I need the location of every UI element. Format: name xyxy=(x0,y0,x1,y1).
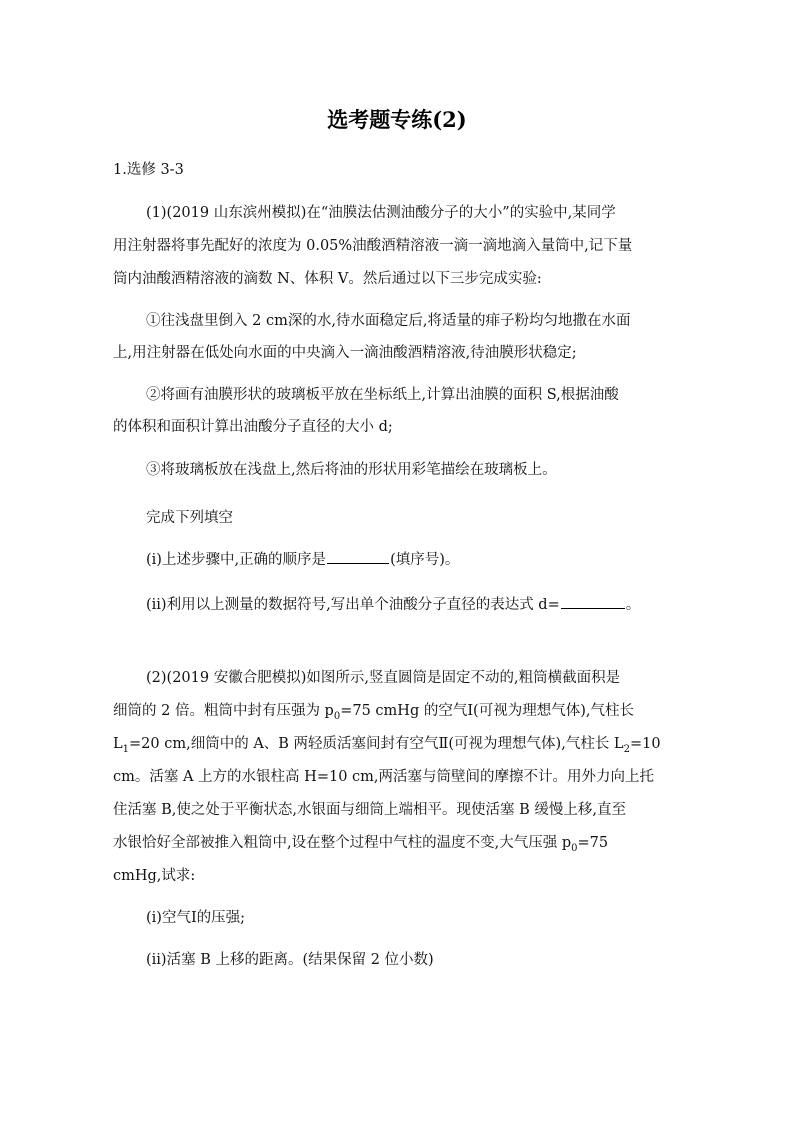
q2-line-4: cm。活塞 A 上方的水银柱高 H=10 cm,两活塞与筒壁间的摩擦不计。用外力向上托 xyxy=(113,769,655,785)
q1-step2-line-1: ②将画有油膜形状的玻璃板平放在坐标纸上,计算出油膜的面积 S,根据油酸 xyxy=(146,387,619,403)
q2-line-6 xyxy=(0,833,794,859)
q1-sub-ii-suffix: 。 xyxy=(625,597,641,613)
q2-line-3 xyxy=(0,734,794,760)
q2-line-5: 住活塞 B,使之处于平衡状态,水银面与细筒上端相平。现使活塞 B 缓慢上移,直至 xyxy=(113,802,626,818)
q2-line-6-text: 水银恰好全部被推入粗筒中,设在整个过程中气柱的温度不变,大气压强 p xyxy=(113,835,572,851)
section-heading: 1.选修 3-3 xyxy=(113,162,184,178)
q2-sub-ii: (ⅱ)活塞 B 上移的距离。(结果保留 2 位小数) xyxy=(146,952,434,968)
answer-blank-ii[interactable] xyxy=(561,594,625,609)
q2-line-2-text-end: =75 cmHg 的空气Ⅰ(可视为理想气体),气柱长 xyxy=(340,703,634,719)
q2-line-7: cmHg,试求: xyxy=(113,868,196,884)
q2-line-6-text-end: =75 xyxy=(577,835,609,851)
q1-line-1: (1)(2019 山东滨州模拟)在“油膜法估测油酸分子的大小”的实验中,某同学 xyxy=(146,205,616,221)
q2-line-2-text: 细筒的 2 倍。粗筒中封有压强为 p xyxy=(113,703,334,719)
q1-sub-ii-prompt: (ⅱ)利用以上测量的数据符号,写出单个油酸分子直径的表达式 d= xyxy=(146,597,560,613)
q2-line-3-text: L xyxy=(113,736,123,752)
q1-step2-line-2: 的体积和面积计算出油酸分子直径的大小 d; xyxy=(113,419,393,435)
q1-sub-i xyxy=(0,549,794,570)
q2-line-3-text-end: =10 xyxy=(629,736,661,752)
q2-line-3-text-mid: =20 cm,细筒中的 A、B 两轻质活塞间封有空气Ⅱ(可视为理想气体),气柱长 L xyxy=(129,736,624,752)
q1-sub-ii xyxy=(0,594,794,615)
page-title: 选考题专练(2) xyxy=(327,107,467,132)
q1-step3: ③将玻璃板放在浅盘上,然后将油的形状用彩笔描绘在玻璃板上。 xyxy=(146,462,557,478)
q1-line-2: 用注射器将事先配好的浓度为 0.05%油酸酒精溶液一滴一滴地滴入量筒中,记下量 xyxy=(113,238,633,254)
q1-fill-instruction: 完成下列填空 xyxy=(146,510,233,526)
q2-line-1: (2)(2019 安徽合肥模拟)如图所示,竖直圆筒是固定不动的,粗筒横截面积是 xyxy=(146,670,621,686)
q1-line-3: 筒内油酸酒精溶液的滴数 N、体积 V。然后通过以下三步完成实验: xyxy=(113,271,542,287)
q1-sub-i-suffix: (填序号)。 xyxy=(390,552,460,568)
subscript: 0 xyxy=(333,710,341,722)
q1-step1-line-1: ①往浅盘里倒入 2 cm深的水,待水面稳定后,将适量的痱子粉均匀地撒在水面 xyxy=(146,313,631,329)
q1-sub-i-prompt: (ⅰ)上述步骤中,正确的顺序是 xyxy=(146,552,327,568)
answer-blank-i[interactable] xyxy=(327,549,389,564)
q1-step1-line-2: 上,用注射器在低处向水面的中央滴入一滴油酸酒精溶液,待油膜形状稳定; xyxy=(113,345,577,361)
q2-sub-i: (ⅰ)空气Ⅰ的压强; xyxy=(146,910,246,926)
q2-line-2 xyxy=(0,701,794,727)
subscript: 0 xyxy=(571,842,578,854)
subscript: 1 xyxy=(122,743,130,755)
subscript: 2 xyxy=(623,743,630,755)
